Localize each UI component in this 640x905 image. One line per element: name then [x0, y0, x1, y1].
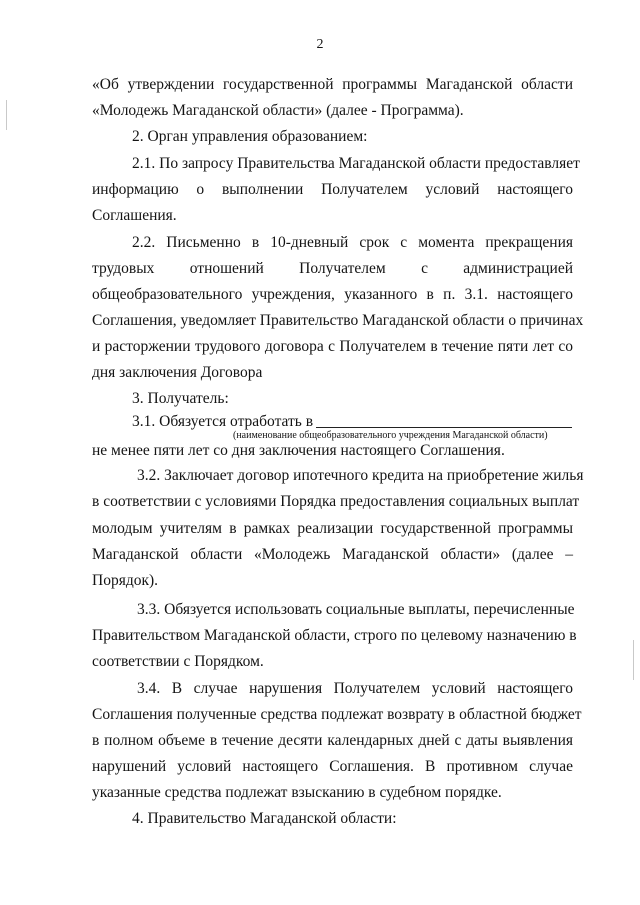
text-line: 3.4. В случае нарушения Получателем условий настоящего: [137, 680, 573, 697]
text-line: в соответствии с условиями Порядка предоставления социальных выплат: [92, 493, 580, 510]
section-heading-3: 3. Получатель:: [132, 390, 229, 407]
text-line: в полном объеме в течение десяти календарных дней с даты выявления: [92, 732, 573, 749]
text-line: Магаданской области «Молодежь Магаданской области» (далее –: [92, 546, 573, 563]
text-line: «Молодежь Магаданской области» (далее - Программа).: [92, 102, 464, 119]
text-line: информацию о выполнении Получателем условий настоящего: [92, 181, 573, 198]
text-line: «Об утверждении государственной программы Магаданской области: [92, 76, 573, 93]
page-number: 2: [316, 37, 324, 52]
blank-caption: (наименование общеобразовательного учреждения Магаданской области): [233, 430, 548, 441]
text-line: Соглашения полученные средства подлежат возврату в областной бюджет: [92, 706, 582, 723]
text-line: и расторжении трудового договора с Получателем в течение пяти лет со: [92, 338, 573, 355]
text-line: молодым учителям в рамках реализации государственной программы: [92, 520, 573, 537]
text-line: трудовых отношений Получателем с администрацией: [92, 260, 573, 277]
text-line: 2.1. По запросу Правительства Магаданской области предоставляет: [132, 155, 580, 172]
text-line: Правительством Магаданской области, строго по целевому назначению в: [92, 627, 577, 644]
scan-edge-mark: [633, 640, 634, 680]
text-line: 3.2. Заключает договор ипотечного кредита на приобретение жилья: [137, 467, 584, 484]
text-line: 3.1. Обязуется отработать в: [132, 413, 314, 430]
text-line: дня заключения Договора: [92, 364, 263, 381]
text-line: Соглашения, уведомляет Правительство Магаданской области о причинах: [92, 312, 584, 329]
text-line: соответствии с Порядком.: [92, 653, 264, 670]
text-line: не менее пяти лет со дня заключения настоящего Соглашения.: [92, 442, 505, 459]
text-line: 3.3. Обязуется использовать социальные выплаты, перечисленные: [137, 601, 575, 618]
fill-in-blank-line: [316, 427, 572, 428]
section-heading-4: 4. Правительство Магаданской области:: [132, 810, 397, 827]
text-line: общеобразовательного учреждения, указанного в п. 3.1. настоящего: [92, 286, 573, 303]
scan-edge-mark: [6, 100, 7, 130]
section-heading-2: 2. Орган управления образованием:: [132, 128, 368, 145]
text-line: Соглашения.: [92, 207, 177, 224]
text-line: 2.2. Письменно в 10-дневный срок с момента прекращения: [132, 234, 573, 251]
text-line: нарушений условий настоящего Соглашения. В противном случае: [92, 758, 573, 775]
text-line: Порядок).: [92, 572, 159, 589]
text-line: указанные средства подлежат взысканию в судебном порядке.: [92, 784, 502, 801]
